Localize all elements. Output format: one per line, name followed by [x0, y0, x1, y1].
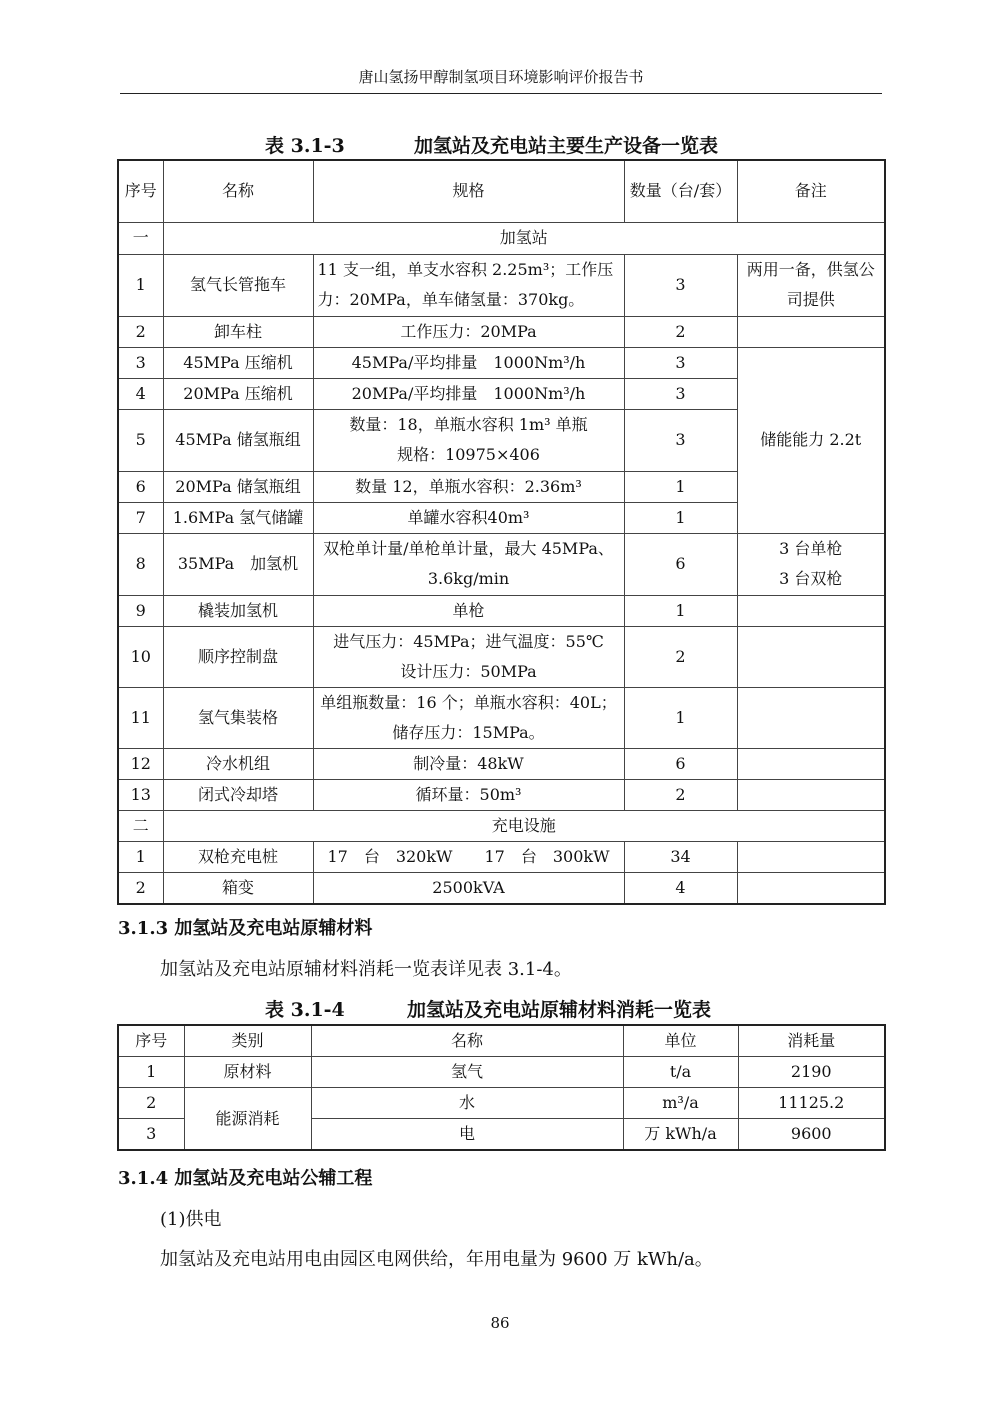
row-seq: 7 — [118, 502, 163, 533]
row-name: 闭式冷却塔 — [163, 779, 313, 810]
row-seq: 2 — [118, 872, 163, 904]
header-seq: 序号 — [118, 160, 163, 222]
row-seq: 6 — [118, 471, 163, 502]
row-name: 45MPa 储氢瓶组 — [163, 409, 313, 471]
row-name: 箱变 — [163, 872, 313, 904]
row-note-storage: 储能能力 2.2t — [737, 347, 885, 533]
row-seq: 9 — [118, 595, 163, 626]
table-row — [118, 841, 885, 872]
row-note — [737, 748, 885, 779]
row-qty: 1 — [624, 687, 737, 748]
table-header-row — [118, 160, 885, 222]
row-note — [737, 841, 885, 872]
section-3-1-4-paragraph: 加氢站及充电站用电由园区电网供给，年用电量为 9600 万 kWh/a。 — [160, 1249, 713, 1270]
section-3-1-3-paragraph: 加氢站及充电站原辅材料消耗一览表详见表 3.1-4。 — [160, 959, 572, 980]
row-seq: 8 — [118, 533, 163, 595]
row-spec: 数量 12，单瓶水容积：2.36m³ — [313, 471, 624, 502]
row-note: 两用一备，供氢公司提供 — [737, 254, 885, 316]
row-amount: 9600 — [738, 1119, 885, 1151]
row-seq: 3 — [118, 1119, 184, 1151]
header-seq: 序号 — [118, 1025, 184, 1057]
row-qty: 1 — [624, 595, 737, 626]
materials-table — [117, 1024, 886, 1151]
row-seq: 1 — [118, 841, 163, 872]
section-3-1-4-subheading: (1)供电 — [160, 1209, 222, 1230]
table-row — [118, 595, 885, 626]
row-qty: 34 — [624, 841, 737, 872]
row-name: 水 — [311, 1088, 623, 1119]
row-note — [737, 687, 885, 748]
header-note: 备注 — [737, 160, 885, 222]
header-qty: 数量（台/套） — [624, 160, 737, 222]
table-row — [118, 1057, 885, 1088]
table-row — [118, 687, 885, 748]
table-row — [118, 254, 885, 316]
row-name: 45MPa 压缩机 — [163, 347, 313, 378]
row-unit: t/a — [623, 1057, 738, 1088]
row-spec: 进气压力：45MPa；进气温度：55℃ 设计压力：50MPa — [313, 626, 624, 687]
row-category: 能源消耗 — [184, 1088, 311, 1151]
row-name: 20MPa 压缩机 — [163, 378, 313, 409]
row-spec: 2500kVA — [313, 872, 624, 904]
group-row — [118, 810, 885, 841]
row-note — [737, 626, 885, 687]
row-name: 双枪充电桩 — [163, 841, 313, 872]
row-qty: 3 — [624, 378, 737, 409]
row-note — [737, 595, 885, 626]
row-qty: 2 — [624, 779, 737, 810]
row-name: 20MPa 储氢瓶组 — [163, 471, 313, 502]
row-spec: 单罐水容积40m³ — [313, 502, 624, 533]
row-spec: 循环量：50m³ — [313, 779, 624, 810]
row-amount: 2190 — [738, 1057, 885, 1088]
row-seq: 1 — [118, 254, 163, 316]
group-seq: 二 — [118, 810, 163, 841]
section-3-1-4-heading: 3.1.4 加氢站及充电站公辅工程 — [118, 1168, 373, 1189]
header-amount: 消耗量 — [738, 1025, 885, 1057]
row-seq: 5 — [118, 409, 163, 471]
table-row — [118, 872, 885, 904]
row-spec: 制冷量：48kW — [313, 748, 624, 779]
table-row — [118, 748, 885, 779]
row-note — [737, 316, 885, 347]
row-spec: 数量：18，单瓶水容积 1m³ 单瓶规格：10975×406 — [313, 409, 624, 471]
row-unit: m³/a — [623, 1088, 738, 1119]
row-seq: 12 — [118, 748, 163, 779]
row-qty: 3 — [624, 347, 737, 378]
table-row — [118, 626, 885, 687]
row-name: 橇装加氢机 — [163, 595, 313, 626]
table-row — [118, 779, 885, 810]
row-seq: 2 — [118, 316, 163, 347]
row-name: 氢气集装格 — [163, 687, 313, 748]
row-qty: 2 — [624, 316, 737, 347]
row-name: 氢气 — [311, 1057, 623, 1088]
table-row — [118, 533, 885, 595]
row-spec: 单组瓶数量：16 个；单瓶水容积：40L；储存压力：15MPa。 — [313, 687, 624, 748]
row-amount: 11125.2 — [738, 1088, 885, 1119]
row-seq: 11 — [118, 687, 163, 748]
row-note: 3 台单枪 3 台双枪 — [737, 533, 885, 595]
row-name: 氢气长管拖车 — [163, 254, 313, 316]
table-row — [118, 316, 885, 347]
row-spec: 双枪单计量/单枪单计量，最大 45MPa、3.6kg/min — [313, 533, 624, 595]
row-name: 电 — [311, 1119, 623, 1151]
header-rule — [120, 93, 882, 94]
row-seq: 4 — [118, 378, 163, 409]
row-qty: 6 — [624, 748, 737, 779]
group-row — [118, 222, 885, 254]
page-header: 唐山氢扬甲醇制氢项目环境影响评价报告书 — [358, 68, 644, 86]
caption-title: 加氢站及充电站主要生产设备一览表 — [414, 135, 719, 157]
section-3-1-3-heading: 3.1.3 加氢站及充电站原辅材料 — [118, 918, 373, 939]
page-number: 86 — [490, 1314, 510, 1332]
row-qty: 1 — [624, 471, 737, 502]
group-seq: 一 — [118, 222, 163, 254]
row-seq: 1 — [118, 1057, 184, 1088]
header-name: 名称 — [311, 1025, 623, 1057]
caption-number: 表 3.1-4 — [265, 999, 345, 1021]
caption-title: 加氢站及充电站原辅材料消耗一览表 — [407, 999, 712, 1021]
group-label: 充电设施 — [163, 810, 885, 841]
row-qty: 1 — [624, 502, 737, 533]
row-seq: 10 — [118, 626, 163, 687]
table-header-row — [118, 1025, 885, 1057]
row-spec: 17 台 320kW 17 台 300kW — [313, 841, 624, 872]
equipment-table — [117, 159, 886, 905]
header-spec: 规格 — [313, 160, 624, 222]
row-qty: 3 — [624, 254, 737, 316]
row-seq: 2 — [118, 1088, 184, 1119]
table-row — [118, 347, 885, 378]
row-category: 原材料 — [184, 1057, 311, 1088]
caption-number: 表 3.1-3 — [265, 135, 345, 157]
row-name: 卸车柱 — [163, 316, 313, 347]
table-row — [118, 1088, 885, 1119]
row-spec: 20MPa/平均排量 1000Nm³/h — [313, 378, 624, 409]
row-spec: 11 支一组，单支水容积 2.25m³；工作压力：20MPa，单车储氢量：370kg。 — [313, 254, 624, 316]
row-name: 35MPa 加氢机 — [163, 533, 313, 595]
row-name: 1.6MPa 氢气储罐 — [163, 502, 313, 533]
header-name: 名称 — [163, 160, 313, 222]
row-qty: 3 — [624, 409, 737, 471]
row-seq: 13 — [118, 779, 163, 810]
row-spec: 45MPa/平均排量 1000Nm³/h — [313, 347, 624, 378]
group-label: 加氢站 — [163, 222, 885, 254]
header-category: 类别 — [184, 1025, 311, 1057]
row-seq: 3 — [118, 347, 163, 378]
row-unit: 万 kWh/a — [623, 1119, 738, 1151]
row-name: 冷水机组 — [163, 748, 313, 779]
row-qty: 2 — [624, 626, 737, 687]
row-name: 顺序控制盘 — [163, 626, 313, 687]
row-qty: 4 — [624, 872, 737, 904]
row-note — [737, 872, 885, 904]
row-spec: 单枪 — [313, 595, 624, 626]
header-unit: 单位 — [623, 1025, 738, 1057]
row-note — [737, 779, 885, 810]
row-qty: 6 — [624, 533, 737, 595]
row-spec: 工作压力：20MPa — [313, 316, 624, 347]
